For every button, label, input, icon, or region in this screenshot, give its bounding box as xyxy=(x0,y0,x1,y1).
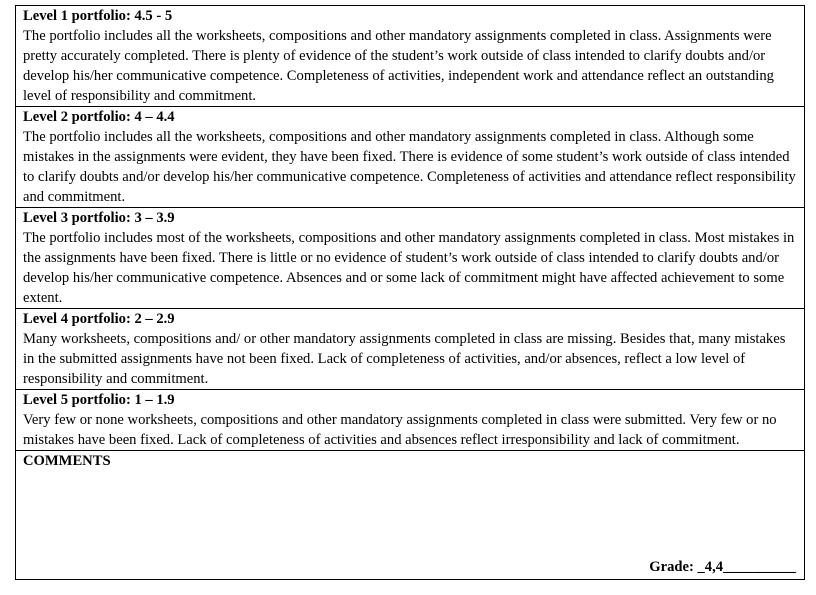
grade-line xyxy=(649,557,796,577)
level-2-description: The portfolio includes all the worksheets, compositions and other mandatory assignments completed in class. Although some mistakes in the assignments were evident, they have been fixed. There is evidence of some student’s work outside of class intended to clarify doubts and/or develop his/her communicative competence. Completeness of activities and attendance reflect responsibility and commitment. xyxy=(23,129,796,205)
rubric-cell-level-5 xyxy=(16,390,805,451)
level-3-description: The portfolio includes most of the worksheets, compositions and other mandatory assignments completed in class. Most mistakes in the assignments have been fixed. There is little or no evidence of student’s work outside of class intended to clarify doubts and/or develop his/her communicative competence. Absences and or some lack of commitment might have affected achievement to some extent. xyxy=(23,230,795,306)
rubric-row-level-4 xyxy=(16,309,805,390)
rubric-row-level-3 xyxy=(16,208,805,309)
comments-title: COMMENTS xyxy=(23,453,111,469)
level-5-title: Level 5 portfolio: 1 – 1.9 xyxy=(23,392,175,408)
portfolio-rubric-table xyxy=(15,5,805,580)
grade-label: Grade: xyxy=(649,559,694,575)
rubric-cell-level-4 xyxy=(16,309,805,390)
level-4-title: Level 4 portfolio: 2 – 2.9 xyxy=(23,311,175,327)
level-1-description: The portfolio includes all the worksheets, compositions and other mandatory assignments completed in class. Assignments were pretty accurately completed. There is plenty of evidence of the student’s work outside of class intended to clarify doubts and/or develop his/her communicative competence. Completeness of activities, independent work and attendance reflect an outstanding level of responsibility and commitment. xyxy=(23,28,774,104)
rubric-cell-level-2 xyxy=(16,107,805,208)
level-1-title: Level 1 portfolio: 4.5 - 5 xyxy=(23,8,173,24)
rubric-row-level-2 xyxy=(16,107,805,208)
rubric-row-level-5 xyxy=(16,390,805,451)
rubric-cell-level-1 xyxy=(16,6,805,107)
level-5-description: Very few or none worksheets, compositions and other mandatory assignments completed in class were submitted. Very few or no mistakes have been fixed. Lack of completeness of activities and absences reflect irresponsibility and lack of commitment. xyxy=(23,412,777,448)
comments-cell xyxy=(16,451,805,580)
level-2-title: Level 2 portfolio: 4 – 4.4 xyxy=(23,109,175,125)
rubric-row-level-1 xyxy=(16,6,805,107)
rubric-row-comments xyxy=(16,451,805,580)
level-4-description: Many worksheets, compositions and/ or other mandatory assignments completed in class are missing. Besides that, many mistakes in the submitted assignments have not been fixed. Lack of completeness of activities, and/or absences, reflect a low level of responsibility and commitment. xyxy=(23,331,786,387)
level-3-title: Level 3 portfolio: 3 – 3.9 xyxy=(23,210,175,226)
grade-value: _4,4__________ xyxy=(697,559,796,575)
rubric-cell-level-3 xyxy=(16,208,805,309)
